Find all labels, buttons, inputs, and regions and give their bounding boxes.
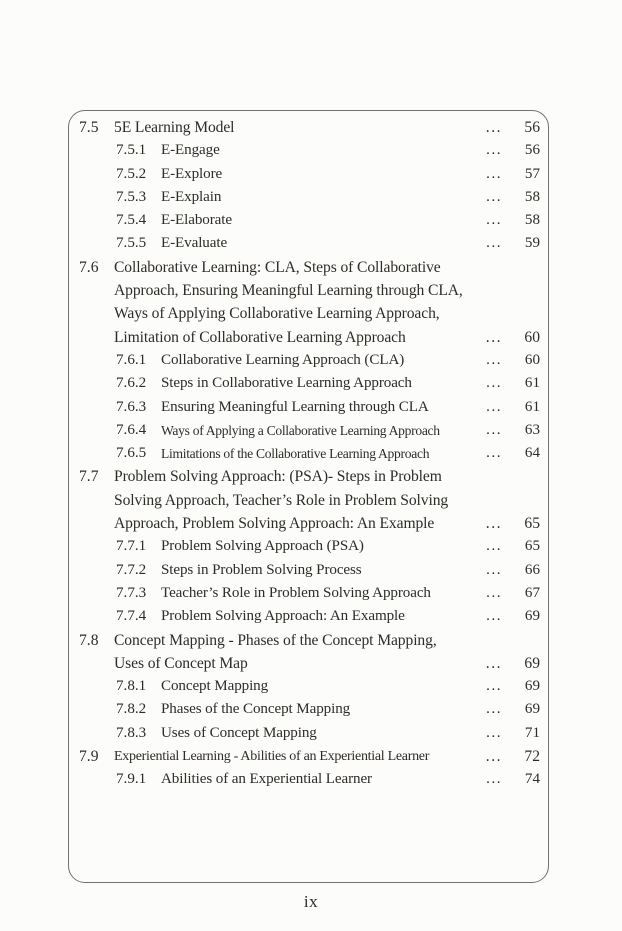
leader-dots: ... <box>486 398 502 415</box>
leader-dots: ... <box>485 654 502 672</box>
entry-number: 7.5 <box>79 119 99 136</box>
entry-title <box>161 605 405 628</box>
toc-row <box>79 629 540 676</box>
entry-title <box>161 396 429 419</box>
entry-title-line: Limitation of Collaborative Learning Approach <box>114 328 406 346</box>
entry-title <box>161 675 268 698</box>
entry-title-line: E-Elaborate <box>161 212 232 229</box>
entry-title-line: Ways of Applying Collaborative Learning Approach, <box>114 305 440 323</box>
entry-number: 7.7.3 <box>116 584 147 601</box>
entry-title <box>161 232 227 255</box>
leader-dots: ... <box>486 771 502 788</box>
toc-row <box>79 163 540 186</box>
entry-page: 74 <box>524 771 540 788</box>
toc-box <box>68 110 549 883</box>
toc-row <box>79 442 540 465</box>
entry-page: 57 <box>524 165 540 182</box>
leader-dots: ... <box>486 351 502 368</box>
page-number-folio: ix <box>303 892 319 911</box>
entry-title-line: Ensuring Meaningful Learning through CLA <box>161 398 429 415</box>
toc-row <box>79 745 540 768</box>
entry-number: 7.6 <box>79 258 99 276</box>
leader-dots: ... <box>485 328 502 346</box>
entry-title-line: Problem Solving Approach: An Example <box>161 608 405 625</box>
entry-number: 7.9 <box>79 748 99 766</box>
entry-number: 7.8 <box>79 631 99 649</box>
entry-number: 7.8.1 <box>116 678 147 695</box>
toc-row <box>79 535 540 558</box>
entry-page: 65 <box>524 515 540 533</box>
toc-row <box>79 465 540 535</box>
leader-dots: ... <box>486 165 502 182</box>
toc-row <box>79 675 540 698</box>
entry-title <box>161 535 364 558</box>
entry-title <box>161 722 317 745</box>
entry-title <box>114 256 463 349</box>
entry-page: 58 <box>524 188 540 205</box>
entry-title-line: Phases of the Concept Mapping <box>161 701 351 718</box>
entry-title <box>161 209 232 232</box>
entry-title-line: Steps in Problem Solving Process <box>161 561 362 578</box>
entry-number: 7.6.1 <box>116 351 147 368</box>
entry-page: 69 <box>524 701 540 718</box>
leader-dots: ... <box>486 678 502 695</box>
entry-title-line: Approach, Ensuring Meaningful Learning through CLA, <box>114 282 463 300</box>
entry-page: 58 <box>524 212 540 229</box>
toc-row <box>79 116 540 139</box>
entry-page: 69 <box>524 678 540 695</box>
leader-dots: ... <box>486 235 502 252</box>
entry-title-line: E-Evaluate <box>161 235 228 252</box>
entry-number: 7.5.4 <box>116 212 147 229</box>
entry-title <box>114 116 234 139</box>
entry-page: 71 <box>524 724 540 741</box>
toc-row <box>79 582 540 605</box>
entry-title <box>161 768 372 791</box>
entry-title-line: Concept Mapping <box>161 678 269 695</box>
toc-row <box>79 349 540 372</box>
entry-title-line: Concept Mapping - Phases of the Concept Mapping, <box>114 631 437 649</box>
entry-title-line: Collaborative Learning: CLA, Steps of Collaborative <box>114 258 441 276</box>
entry-number: 7.8.2 <box>116 701 147 718</box>
toc-row <box>79 768 540 791</box>
entry-number: 7.7.4 <box>116 608 147 625</box>
entry-title-line: Uses of Concept Mapping <box>161 724 317 741</box>
entry-title-line: Steps in Collaborative Learning Approach <box>161 375 412 392</box>
entry-title-line: Uses of Concept Map <box>114 654 248 672</box>
entry-page: 66 <box>524 561 540 578</box>
entry-page: 67 <box>524 584 540 601</box>
toc-list <box>79 116 540 792</box>
entry-title <box>114 629 437 676</box>
entry-page: 63 <box>524 421 540 438</box>
leader-dots: ... <box>486 724 502 741</box>
entry-title <box>161 442 429 465</box>
entry-number: 7.8.3 <box>116 724 147 741</box>
entry-title-line: Problem Solving Approach: (PSA)- Steps in Problem <box>114 468 442 486</box>
leader-dots: ... <box>486 188 502 205</box>
entry-number: 7.7.2 <box>116 561 147 578</box>
leader-dots: ... <box>486 584 502 601</box>
entry-title <box>114 745 429 768</box>
entry-page: 64 <box>524 445 540 462</box>
entry-title-line: E-Explain <box>161 188 222 205</box>
toc-row <box>79 256 540 349</box>
entry-number: 7.6.2 <box>116 375 147 392</box>
entry-title <box>161 559 362 582</box>
entry-title-line: Ways of Applying a Collaborative Learning Approach <box>161 422 440 438</box>
entry-title-line: Collaborative Learning Approach (CLA) <box>161 351 405 368</box>
toc-row <box>79 419 540 442</box>
entry-number: 7.5.1 <box>116 142 147 159</box>
toc-row <box>79 209 540 232</box>
entry-page: 72 <box>524 748 540 766</box>
entry-title <box>161 372 412 395</box>
leader-dots: ... <box>486 375 502 392</box>
entry-page: 56 <box>524 119 540 136</box>
entry-number: 7.5.5 <box>116 235 147 252</box>
toc-row <box>79 186 540 209</box>
entry-number: 7.9.1 <box>116 771 147 788</box>
toc-row <box>79 722 540 745</box>
leader-dots: ... <box>486 561 502 578</box>
entry-title-line: 5E Learning Model <box>114 119 235 136</box>
leader-dots: ... <box>486 608 502 625</box>
entry-page: 69 <box>524 654 540 672</box>
toc-row <box>79 232 540 255</box>
entry-number: 7.7.1 <box>116 538 147 555</box>
entry-page: 65 <box>524 538 540 555</box>
toc-row <box>79 698 540 721</box>
entry-title-line: Teacher’s Role in Problem Solving Approach <box>161 584 431 601</box>
entry-title-line: Solving Approach, Teacher’s Role in Problem Solving <box>114 491 449 509</box>
toc-row <box>79 559 540 582</box>
entry-title-line: Approach, Problem Solving Approach: An Example <box>114 515 435 533</box>
leader-dots: ... <box>486 212 502 229</box>
leader-dots: ... <box>486 421 502 438</box>
entry-title-line: E-Engage <box>161 142 220 159</box>
entry-page: 59 <box>524 235 540 252</box>
entry-page: 69 <box>524 608 540 625</box>
entry-title <box>161 582 431 605</box>
entry-title-line: E-Explore <box>161 165 223 182</box>
entry-number: 7.6.4 <box>116 421 147 438</box>
entry-title-line: Experiential Learning - Abilities of an Experiential Learner <box>114 748 430 765</box>
entry-title-line: Limitations of the Collaborative Learning Approach <box>161 446 430 462</box>
entry-page: 60 <box>524 351 540 368</box>
entry-title <box>161 163 222 186</box>
toc-row <box>79 396 540 419</box>
entry-title <box>161 349 404 372</box>
entry-title <box>161 698 350 721</box>
entry-number: 7.6.3 <box>116 398 147 415</box>
entry-title <box>161 139 220 162</box>
entry-page: 60 <box>524 328 540 346</box>
entry-page: 61 <box>524 375 540 392</box>
leader-dots: ... <box>486 445 502 462</box>
toc-row <box>79 605 540 628</box>
entry-title-line: Problem Solving Approach (PSA) <box>161 538 364 555</box>
leader-dots: ... <box>486 142 502 159</box>
leader-dots: ... <box>485 748 502 766</box>
leader-dots: ... <box>486 538 502 555</box>
leader-dots: ... <box>486 701 502 718</box>
leader-dots: ... <box>485 119 502 136</box>
entry-title <box>114 465 448 535</box>
toc-row <box>79 139 540 162</box>
toc-row <box>79 372 540 395</box>
entry-number: 7.7 <box>79 468 99 486</box>
entry-number: 7.6.5 <box>116 445 147 462</box>
entry-number: 7.5.3 <box>116 188 147 205</box>
entry-title <box>161 186 221 209</box>
entry-title-line: Abilities of an Experiential Learner <box>161 771 372 788</box>
entry-page: 61 <box>524 398 540 415</box>
entry-page: 56 <box>524 142 540 159</box>
entry-number: 7.5.2 <box>116 165 147 182</box>
leader-dots: ... <box>485 515 502 533</box>
entry-title <box>161 419 440 442</box>
